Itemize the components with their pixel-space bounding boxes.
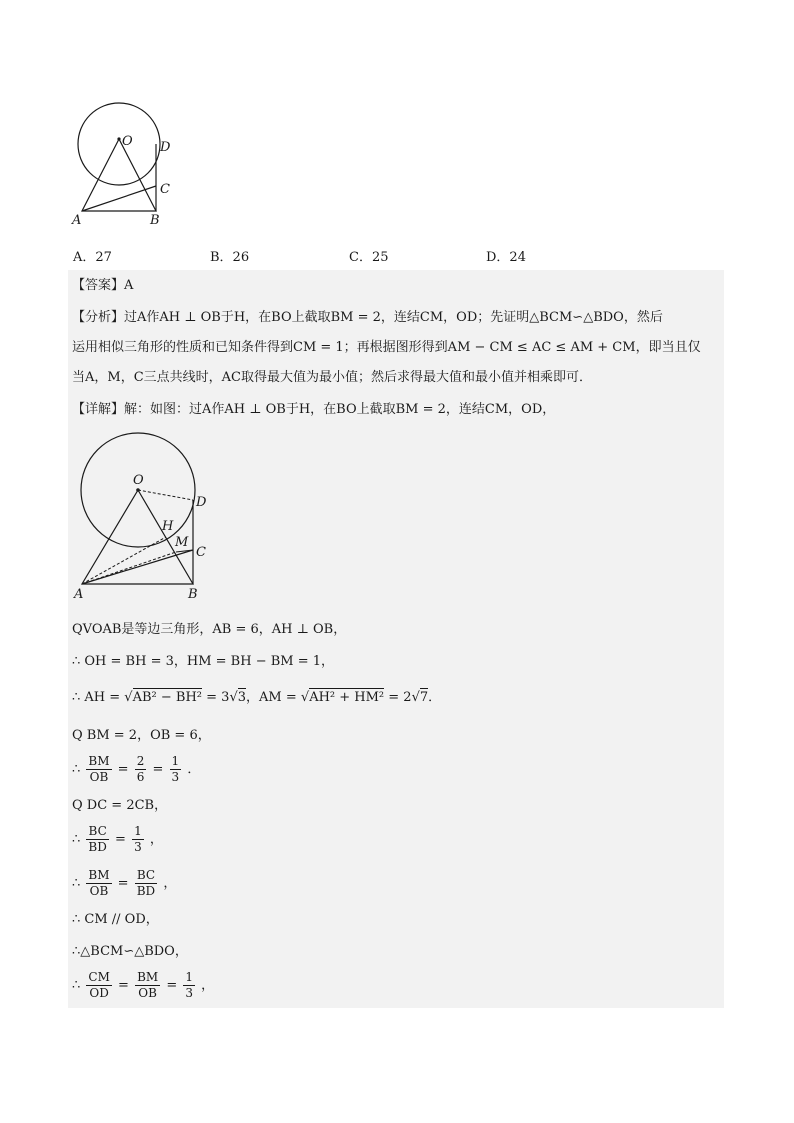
triangle-oab	[82, 139, 156, 211]
step-3-part-e: ，AM =	[246, 690, 301, 705]
label-m-2: M	[175, 535, 189, 550]
solution-panel	[68, 270, 724, 1008]
step-11: ∴ $\frac{CM}{OD}$ = $\frac{BM}{OB}$ = $\frac{1}{3}$ ，	[72, 970, 215, 1000]
label-h-2: H	[162, 519, 174, 534]
fraction-bm-ob-3: $\frac{BM}{OB}$	[137, 970, 159, 1000]
label-d-2: D	[196, 495, 207, 510]
answer-line	[72, 276, 133, 296]
step-2: ∴ OH = BH = 3，HM = BH − BM = 1，	[72, 654, 335, 669]
step-4: Q BM = 2，OB = 6，	[72, 728, 211, 743]
choice-a[interactable]: A．27	[73, 250, 112, 265]
choice-c[interactable]: C．25	[349, 250, 389, 265]
point-o-2	[136, 488, 140, 492]
fraction-bm-ob-2: $\frac{BM}{OB}$	[88, 868, 110, 898]
step-7: ∴ $\frac{BC}{BD}$ = $\frac{1}{3}$ ，	[72, 824, 163, 854]
label-o: O	[122, 134, 133, 149]
step-1: QVOAB是等边三角形，AB = 6，AH ⊥ OB，	[72, 622, 347, 637]
detail-line-1	[72, 400, 555, 420]
step-3: ∴ AH = √AB² − BH² = 3√3，AM = √AH² + HM² = 2√7．	[72, 690, 442, 705]
analysis-line-3: 当A，M，C三点共线时，AC取得最大值为最小值；然后求得最大值和最小值并相乘即可．	[72, 370, 592, 385]
step-3-part-i: ．	[428, 690, 442, 705]
label-o-2: O	[133, 473, 144, 488]
segment-ah-dashed	[82, 537, 166, 584]
point-o	[117, 137, 120, 140]
step-5: ∴ $\frac{BM}{OB}$ = $\frac{2}{6}$ = $\frac{1}{3}$ ．	[72, 754, 201, 784]
step-3-part-g: = 2	[384, 690, 412, 705]
label-a: A	[72, 213, 82, 228]
step-8: ∴ $\frac{BM}{OB}$ = $\frac{BC}{BD}$ ，	[72, 868, 177, 898]
fraction-bc-bd: $\frac{BC}{BD}$	[88, 824, 107, 854]
fraction-1-3-b: $\frac{1}{3}$	[134, 824, 142, 854]
step-10: ∴△BCM∽△BDO，	[72, 944, 188, 959]
choice-b[interactable]: B．26	[210, 250, 250, 265]
answer-value: A	[124, 278, 134, 293]
detail-bracket: 【详解】	[72, 402, 125, 417]
answer-bracket: 【答案】	[72, 278, 125, 293]
label-a-2: A	[74, 587, 84, 602]
step-3-radicand-1: AB² − BH²	[132, 690, 203, 705]
analysis-line-1	[72, 308, 663, 328]
label-c: C	[160, 182, 170, 197]
step-6: Q DC = 2CB，	[72, 798, 168, 813]
detail-text-1: 解：如图：过A作AH ⊥ OB于H，在BO上截取BM = 2，连结CM，OD，	[124, 402, 556, 417]
step-5-therefore: ∴	[72, 762, 81, 777]
choice-d[interactable]: D．24	[486, 250, 526, 265]
analysis-text-1: 过A作AH ⊥ OB于H，在BO上截取BM = 2，连结CM，OD；先证明△BCM∽△BDO，然后	[124, 310, 663, 325]
fraction-cm-od: $\frac{CM}{OD}$	[88, 970, 110, 1000]
fraction-2-6: $\frac{2}{6}$	[136, 754, 145, 784]
fraction-bm-ob: $\frac{BM}{OB}$	[88, 754, 110, 784]
circle-o	[78, 103, 160, 185]
fraction-1-3-c: $\frac{1}{3}$	[185, 970, 194, 1000]
step-9: ∴ CM // OD，	[72, 912, 159, 927]
step-3-radicand-3: AH² + HM²	[309, 690, 385, 705]
step-3-radicand-4: 7	[419, 690, 429, 705]
analysis-bracket: 【分析】	[72, 310, 125, 325]
step-3-part-a: ∴ AH =	[72, 690, 125, 705]
fraction-1-3: $\frac{1}{3}$	[171, 754, 180, 784]
fraction-bc-bd-2: $\frac{BC}{BD}$	[136, 868, 156, 898]
label-d: D	[160, 140, 171, 155]
segment-od-dashed	[138, 490, 193, 500]
label-b: B	[150, 213, 160, 228]
analysis-line-2: 运用相似三角形的性质和已知条件得到CM = 1；再根据图形得到AM − CM ≤ AC ≤ AM + CM，即当且仅	[72, 340, 701, 355]
step-3-part-c: = 3	[202, 690, 230, 705]
figure-2-diagram	[72, 432, 222, 602]
label-c-2: C	[196, 545, 206, 560]
answer-choices	[73, 246, 673, 266]
figure-1-diagram	[70, 96, 190, 232]
step-3-radicand-2: 3	[237, 690, 247, 705]
label-b-2: B	[188, 587, 198, 602]
